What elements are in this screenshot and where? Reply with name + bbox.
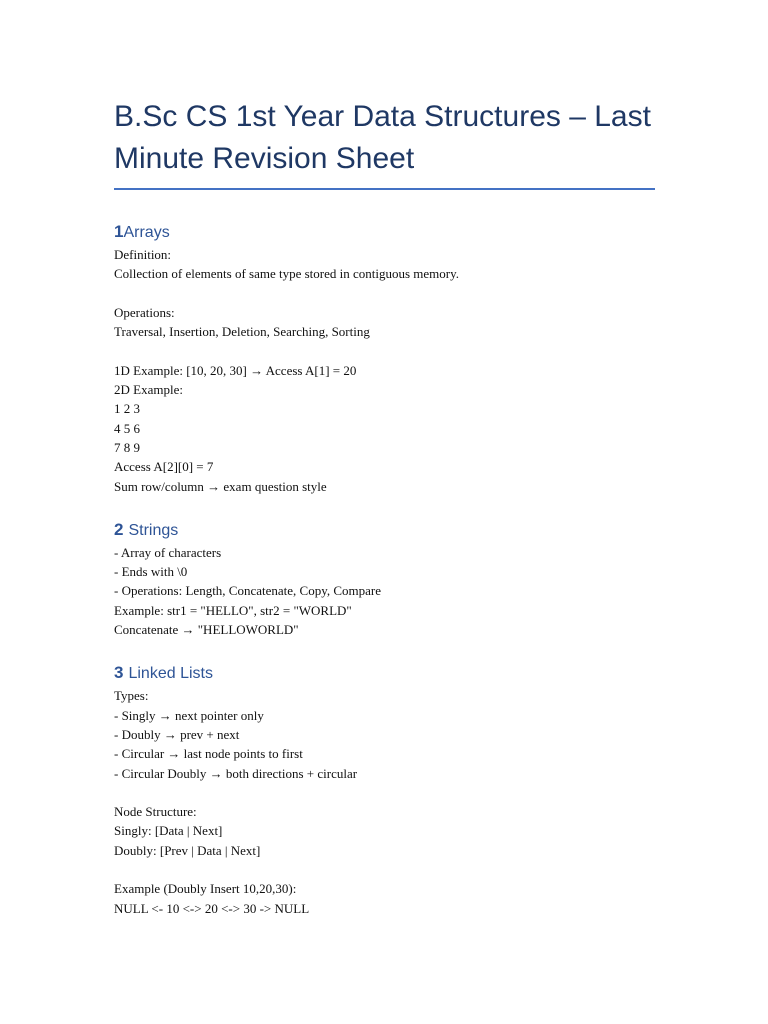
text-line: 1 2 3 (114, 401, 140, 417)
section-number: 2 (114, 519, 124, 539)
text-line: Concatenate → "HELLOWORLD" (114, 622, 299, 638)
text-line: - Circular → last node points to first (114, 746, 303, 762)
blank-line (114, 284, 656, 303)
document-page (114, 96, 656, 940)
text-line: 1D Example: [10, 20, 30] → Access A[1] = 20 (114, 362, 357, 378)
text-line: 4 5 6 (114, 420, 140, 436)
text-line: - Operations: Length, Concatenate, Copy, Compare (114, 583, 382, 599)
section-heading (114, 518, 656, 543)
text-line: Collection of elements of same type stored in contiguous memory. (114, 266, 460, 282)
section-arrays (114, 220, 656, 496)
section-heading-text: Strings (128, 521, 179, 539)
text-line: Access A[2][0] = 7 (114, 459, 214, 475)
text-line: Doubly: [Prev | Data | Next] (114, 842, 261, 858)
title-underline (114, 188, 655, 190)
text-line: Example (Doubly Insert 10,20,30): (114, 881, 297, 897)
text-line: 7 8 9 (114, 439, 140, 455)
section-heading-text: Linked Lists (128, 665, 213, 683)
text-line: - Doubly → prev + next (114, 726, 240, 742)
text-line: - Ends with \0 (114, 564, 188, 580)
blank-line (114, 341, 656, 360)
text-line: Sum row/column → exam question style (114, 478, 327, 494)
section-number: 1 (114, 222, 124, 241)
text-line: Node Structure: (114, 804, 197, 820)
text-line: Traversal, Insertion, Deletion, Searching, Sorting (114, 324, 370, 340)
text-line: Definition: (114, 247, 172, 262)
blank-line (114, 783, 656, 802)
text-line: NULL <- 10 <-> 20 <-> 30 -> NULL (114, 900, 310, 916)
blank-line (114, 860, 656, 879)
section-linked-lists (114, 661, 656, 918)
text-line: Types: (114, 688, 149, 704)
text-line: Singly: [Data | Next] (114, 823, 223, 839)
section-heading-text: Arrays (123, 224, 170, 241)
text-line: - Singly → next pointer only (114, 707, 264, 723)
text-line: Operations: (114, 304, 175, 320)
section-heading (114, 661, 656, 686)
section-heading (114, 220, 656, 245)
text-line: - Array of characters (114, 544, 222, 560)
section-strings (114, 518, 656, 639)
text-line: - Circular Doubly → both directions + circular (114, 765, 358, 781)
text-line: 2D Example: (114, 382, 183, 398)
page-title: B.Sc CS 1st Year Data Structures – Last Minute Revision Sheet (114, 100, 651, 175)
text-line: Example: str1 = "HELLO", str2 = "WORLD" (114, 602, 352, 618)
section-number: 3 (114, 663, 124, 683)
sections-container (114, 220, 656, 918)
